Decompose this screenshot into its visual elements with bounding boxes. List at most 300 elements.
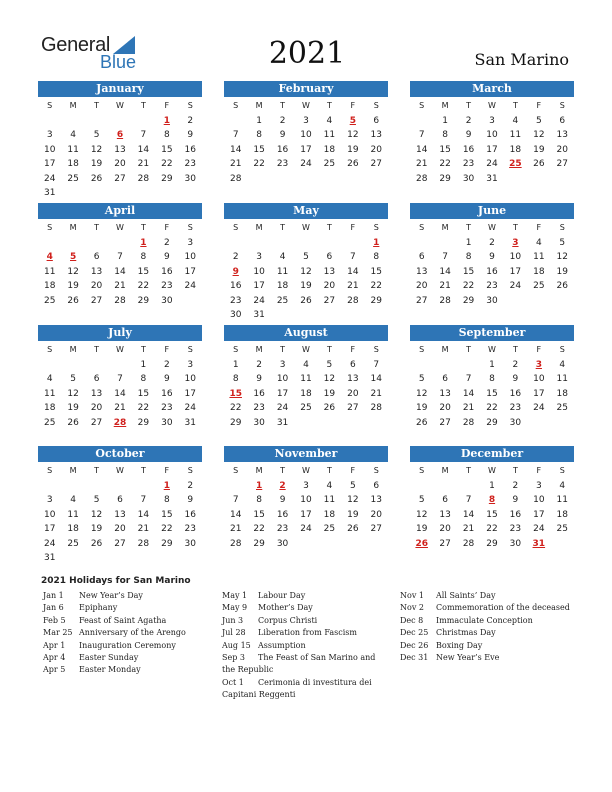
day-cell: 30 [161,417,173,428]
month-days-grid [224,464,388,551]
day-cell: 21 [114,281,126,291]
day-cell: 7 [117,374,123,384]
day-cell: 17 [533,388,545,399]
holiday-date: Dec 25 [400,628,429,638]
weekday-label: S [187,101,193,110]
holiday-day: 1 [163,115,170,126]
day-cell: 13 [556,130,568,140]
holiday-date: Oct 1 [222,677,244,687]
day-cell: 29 [161,173,173,184]
month-december [410,446,574,551]
weekday-label: T [140,223,146,232]
day-cell: 21 [137,524,150,534]
day-cell: 16 [161,266,173,277]
day-cell: 5 [70,374,76,384]
day-cell: 23 [184,524,196,534]
month-july [38,325,202,430]
day-cell: 23 [161,281,173,291]
day-cell: 1 [489,480,495,491]
holiday-entry [43,652,213,664]
weekday-label: S [559,466,565,475]
holiday-name: Boxing Day [436,640,483,650]
day-cell: 28 [137,538,150,549]
holiday-entry [43,664,213,676]
holiday-entry [400,602,570,614]
day-cell: 16 [462,144,475,155]
day-cell: 17 [533,509,545,520]
day-cell: 31 [184,417,196,428]
weekday-label: M [255,101,263,110]
holiday-entry [400,640,570,652]
day-cell: 10 [533,495,545,505]
empty-cell [457,479,480,494]
day-cell: 17 [184,388,196,399]
day-cell: 4 [303,359,309,370]
holiday-name: New Year’s Eve [436,652,500,662]
holiday-day: 1 [256,480,263,491]
day-cell: 21 [415,159,428,169]
day-cell: 14 [114,388,126,399]
empty-cell [410,479,433,494]
empty-cell [318,236,341,251]
day-cell: 4 [46,374,53,384]
empty-cell [132,114,155,129]
holiday-name: Easter Sunday [79,652,139,662]
day-cell: 26 [533,159,545,169]
day-cell: 19 [67,281,79,291]
day-cell: 31 [43,553,56,563]
day-cell: 11 [67,144,79,155]
weekday-label: T [466,223,471,232]
day-cell: 2 [465,115,472,126]
day-cell: 27 [114,538,126,549]
day-cell: 13 [370,495,382,505]
brand-logo [41,34,141,70]
day-cell: 21 [229,159,242,169]
day-cell: 20 [370,509,382,520]
weekday-label: F [350,101,356,110]
holidays-column [43,590,213,677]
day-cell: 28 [347,295,359,306]
day-cell: 13 [439,388,451,399]
weekday-label: T [94,345,99,354]
day-cell: 5 [418,495,425,505]
holiday-date: Mar 25 [43,628,73,638]
day-cell: 8 [489,374,495,384]
weekday-label: T [512,223,518,232]
holiday-name: Anniversary of the Arengo [79,628,186,638]
day-cell: 10 [43,509,56,520]
holiday-day: 8 [488,495,496,505]
day-cell: 4 [70,130,76,140]
day-cell: 27 [415,295,428,306]
day-cell: 29 [439,173,451,184]
weekday-label: T [326,101,332,110]
day-cell: 26 [67,417,79,428]
holiday-entry [222,640,387,652]
day-cell: 21 [137,159,150,169]
day-cell: 6 [373,480,380,491]
day-cell: 3 [187,359,194,370]
day-cell: 27 [347,403,359,413]
day-cell: 30 [486,295,498,306]
day-cell: 26 [90,538,103,549]
day-cell: 31 [43,188,56,198]
day-cell: 29 [486,538,498,549]
weekday-label: T [512,101,518,110]
day-cell: 6 [117,495,123,505]
day-cell: 25 [556,524,568,534]
day-cell: 3 [256,252,262,262]
weekday-label: S [47,466,53,475]
day-cell: 28 [137,173,150,184]
holiday-day: 5 [349,115,356,126]
day-cell: 16 [276,144,289,155]
day-cell: 23 [276,524,289,534]
holiday-entry [222,677,387,702]
country-name: San Marino [474,50,569,69]
empty-cell [410,236,433,251]
day-cell: 8 [140,252,147,262]
day-cell: 4 [279,252,286,262]
day-cell: 16 [253,388,265,399]
day-cell: 15 [462,266,475,277]
day-cell: 14 [462,509,475,520]
empty-cell [341,236,364,251]
holiday-day: 15 [229,388,242,399]
day-cell: 20 [323,281,336,291]
holiday-date: Sep 3 [222,652,245,662]
day-cell: 12 [67,266,79,277]
weekday-label: F [350,466,356,475]
holiday-name: Assumption [258,640,306,650]
empty-cell [224,236,247,251]
holiday-name: New Year’s Day [79,591,143,600]
day-cell: 20 [415,281,428,291]
holiday-name: Inauguration Ceremony [79,640,176,650]
day-cell: 27 [439,417,451,428]
day-cell: 19 [90,524,103,534]
day-cell: 2 [187,480,194,491]
day-cell: 1 [465,237,472,248]
holiday-date: Jan 1 [43,591,64,600]
weekday-label: S [187,345,193,354]
day-cell: 13 [114,144,126,155]
day-cell: 4 [559,480,566,491]
holiday-entry [43,640,213,652]
day-cell: 28 [462,417,475,428]
day-cell: 11 [43,266,56,277]
day-cell: 27 [90,295,103,306]
weekday-label: W [488,345,496,354]
month-header: March [410,81,574,97]
day-cell: 10 [509,252,522,262]
day-cell: 19 [300,281,312,291]
day-cell: 18 [323,144,336,155]
empty-cell [108,236,131,251]
day-cell: 11 [323,495,336,505]
holiday-entry [400,627,570,639]
holidays-column [400,590,570,664]
day-cell: 25 [323,524,336,534]
holiday-date: Nov 2 [400,603,424,613]
day-cell: 17 [43,159,56,169]
day-cell: 18 [276,281,289,291]
weekday-label: S [419,466,425,475]
day-cell: 5 [535,115,542,126]
day-cell: 20 [370,144,382,155]
day-cell: 10 [276,374,289,384]
weekday-label: W [302,101,310,110]
day-cell: 30 [253,417,265,428]
day-cell: 22 [137,403,150,413]
day-cell: 1 [256,115,262,126]
holiday-day: 5 [70,252,77,262]
holiday-entry [222,615,387,627]
weekday-label: S [373,101,379,110]
day-cell: 11 [67,509,79,520]
month-header: November [224,446,388,462]
day-cell: 9 [256,374,262,384]
day-cell: 3 [303,480,309,491]
day-cell: 15 [137,388,150,399]
day-cell: 19 [556,266,568,277]
day-cell: 8 [256,495,262,505]
weekday-label: S [233,466,239,475]
day-cell: 20 [90,403,103,413]
day-cell: 6 [418,252,425,262]
day-cell: 5 [418,374,425,384]
day-cell: 22 [253,524,265,534]
day-cell: 26 [67,295,79,306]
day-cell: 24 [184,403,196,413]
day-cell: 6 [559,115,566,126]
weekday-label: M [255,345,263,354]
day-cell: 11 [556,374,568,384]
day-cell: 11 [276,266,289,277]
holiday-name: Immaculate Conception [436,615,533,625]
empty-cell [38,358,61,373]
day-cell: 23 [276,159,289,169]
day-cell: 3 [535,480,542,491]
day-cell: 10 [533,374,545,384]
holiday-name: Christmas Day [436,628,496,638]
empty-cell [294,236,317,251]
holidays-title: 2021 Holidays for San Marino [41,576,191,586]
weekday-label: F [350,223,356,232]
day-cell: 30 [184,173,196,184]
day-cell: 13 [114,509,126,520]
holiday-date: Feb 5 [43,615,66,625]
day-cell: 19 [323,388,336,399]
day-cell: 19 [415,524,428,534]
day-cell: 17 [509,266,522,277]
month-days-grid [410,343,574,430]
empty-cell [61,358,84,373]
day-cell: 6 [93,252,100,262]
day-cell: 26 [300,295,312,306]
day-cell: 17 [486,144,498,155]
weekday-label: S [559,101,565,110]
day-cell: 29 [370,295,382,306]
day-cell: 22 [462,281,475,291]
holiday-entry [43,627,213,639]
day-cell: 13 [439,509,451,520]
day-cell: 12 [323,374,336,384]
day-cell: 12 [556,252,568,262]
day-cell: 2 [163,359,170,370]
day-cell: 15 [253,509,265,520]
day-cell: 24 [253,295,265,306]
month-header: February [224,81,388,97]
weekday-label: T [140,466,146,475]
day-cell: 3 [46,495,53,505]
weekday-label: T [326,223,332,232]
weekday-label: M [69,223,77,232]
empty-cell [433,358,456,373]
day-cell: 26 [347,159,359,169]
day-cell: 10 [184,252,196,262]
day-cell: 28 [229,538,242,549]
holiday-entry [222,627,387,639]
day-cell: 11 [533,252,545,262]
weekday-label: W [302,345,310,354]
month-days-grid [38,464,202,566]
day-cell: 12 [533,130,545,140]
day-cell: 14 [114,266,126,277]
day-cell: 24 [533,403,545,413]
day-cell: 10 [253,266,265,277]
empty-cell [85,358,108,373]
logo-text-general: General [41,34,111,56]
logo-text-blue: Blue [100,52,137,72]
day-cell: 30 [462,173,475,184]
day-cell: 12 [347,495,359,505]
empty-cell [38,114,61,129]
empty-cell [132,479,155,494]
day-cell: 20 [114,524,126,534]
day-cell: 10 [300,495,312,505]
empty-cell [457,358,480,373]
day-cell: 3 [303,115,309,126]
holiday-day: 31 [532,538,546,549]
day-cell: 30 [184,538,196,549]
weekday-label: T [280,223,285,232]
day-cell: 14 [137,144,150,155]
day-cell: 19 [415,403,428,413]
holiday-name: Liberation from Fascism [258,628,357,638]
day-cell: 29 [229,417,242,428]
day-cell: 15 [161,144,173,155]
day-cell: 21 [462,403,475,413]
day-cell: 27 [114,173,126,184]
day-cell: 25 [43,295,56,306]
month-october [38,446,202,566]
day-cell: 16 [276,509,289,520]
weekday-label: S [47,101,53,110]
empty-cell [433,479,456,494]
day-cell: 2 [163,237,170,248]
month-november [224,446,388,551]
weekday-label: W [488,466,496,475]
day-cell: 8 [373,252,380,262]
day-cell: 3 [489,115,495,126]
day-cell: 29 [486,417,498,428]
day-cell: 6 [349,359,356,370]
day-cell: 26 [347,524,359,534]
day-cell: 5 [559,237,566,248]
day-cell: 15 [161,509,173,520]
holiday-date: Nov 1 [400,591,424,600]
weekday-label: T [94,101,99,110]
month-may [224,203,388,323]
day-cell: 29 [137,295,150,306]
empty-cell [61,236,84,251]
day-cell: 25 [276,295,289,306]
weekday-label: W [488,101,496,110]
weekday-label: W [116,466,124,475]
day-cell: 16 [509,388,522,399]
day-cell: 16 [184,144,196,155]
holiday-name: All Saints’ Day [436,591,496,600]
holiday-date: Jun 3 [222,615,244,625]
day-cell: 19 [67,403,79,413]
holiday-name: Labour Day [258,591,306,600]
day-cell: 13 [90,388,103,399]
day-cell: 9 [163,252,170,262]
day-cell: 23 [509,403,522,413]
holiday-entry [400,652,570,664]
holiday-day: 2 [279,480,286,491]
day-cell: 7 [373,359,380,370]
holiday-date: Apr 5 [43,665,66,675]
day-cell: 15 [253,144,265,155]
weekday-label: T [512,466,518,475]
weekday-label: S [419,223,425,232]
day-cell: 23 [229,295,242,306]
day-cell: 21 [114,403,126,413]
day-cell: 5 [326,359,333,370]
day-cell: 24 [43,538,56,549]
day-cell: 9 [465,130,472,140]
weekday-label: S [373,223,379,232]
weekday-label: T [94,223,99,232]
day-cell: 8 [232,374,239,384]
day-cell: 29 [462,295,475,306]
holiday-name: The Feast of San Marino and the Republic [222,652,376,675]
day-cell: 18 [67,524,79,534]
empty-cell [224,114,247,129]
day-cell: 23 [184,159,196,169]
holiday-name: Corpus Christi [258,615,318,625]
weekday-label: M [255,223,263,232]
day-cell: 28 [462,538,475,549]
day-cell: 7 [465,374,472,384]
day-cell: 1 [232,359,239,370]
holiday-day: 3 [535,359,542,370]
weekday-label: S [419,345,425,354]
weekday-label: W [116,101,124,110]
day-cell: 16 [184,509,196,520]
day-cell: 22 [370,281,382,291]
day-cell: 30 [229,310,242,320]
holiday-day: 1 [140,237,147,248]
empty-cell [247,236,270,251]
day-cell: 8 [140,374,147,384]
holiday-day: 25 [509,159,522,169]
month-august [224,325,388,430]
day-cell: 6 [93,374,100,384]
